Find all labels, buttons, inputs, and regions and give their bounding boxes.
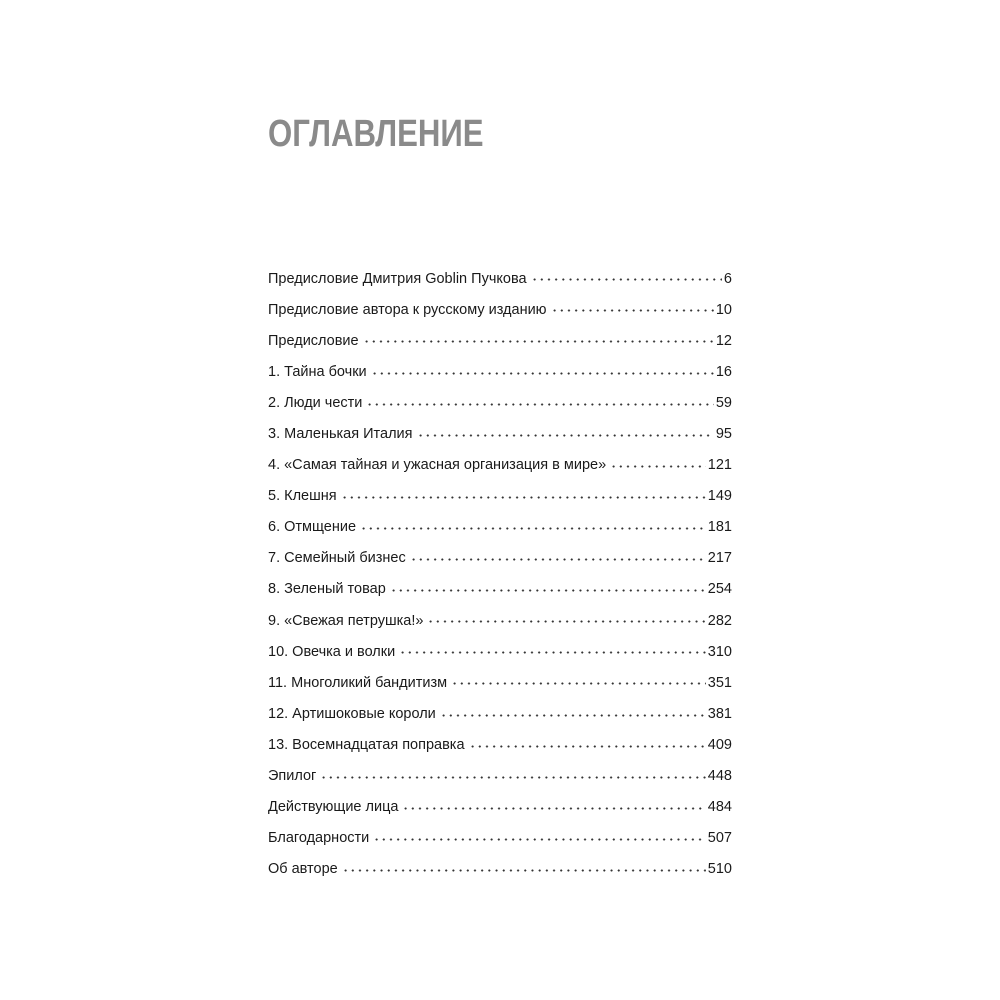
page-title: ОГЛАВЛЕНИЕ <box>268 113 484 155</box>
dot-leader <box>440 705 706 720</box>
toc-entry-page-number: 409 <box>707 736 732 753</box>
toc-entry-page-number: 484 <box>707 799 732 816</box>
toc-entry <box>268 392 732 423</box>
toc-entry-page-number: 121 <box>707 457 732 474</box>
toc-entry-label: 13. Восемнадцатая поправка <box>268 736 465 753</box>
toc-entry-page-number: 217 <box>707 550 732 567</box>
dot-leader <box>410 550 706 565</box>
dot-leader <box>402 799 705 814</box>
toc-entry-label: 11. Многоликий бандитизм <box>268 674 448 691</box>
toc-entry-page-number: 10 <box>715 301 732 318</box>
toc-entry <box>268 455 732 486</box>
toc-entry-label: 10. Овечка и волки <box>268 643 396 660</box>
toc-entry <box>268 641 732 672</box>
toc-entry-page-number: 507 <box>707 830 732 847</box>
toc-entry-label: 4. «Самая тайная и ужасная организация в мире» <box>268 457 607 474</box>
toc-entry <box>268 672 732 703</box>
toc-entry <box>268 361 732 392</box>
toc-entry-label: Предисловие Дмитрия Goblin Пучкова <box>268 270 527 287</box>
toc-entry-label: 6. Отмщение <box>268 519 357 536</box>
toc-entry-page-number: 6 <box>723 270 732 287</box>
toc-entry-page-number: 149 <box>707 488 732 505</box>
toc-entry <box>268 766 732 797</box>
toc-entry <box>268 703 732 734</box>
dot-leader <box>363 332 714 347</box>
toc-entry-page-number: 351 <box>707 674 732 691</box>
toc-entry <box>268 859 732 890</box>
toc-entry-page-number: 59 <box>715 394 732 411</box>
toc-entry-label: 9. «Свежая петрушка!» <box>268 612 424 629</box>
toc-entry <box>268 423 732 454</box>
dot-leader <box>360 519 706 534</box>
dot-leader <box>451 674 706 689</box>
toc-entry-label: 8. Зеленый товар <box>268 581 386 598</box>
toc-entry <box>268 579 732 610</box>
toc-entry-label: Предисловие <box>268 332 359 349</box>
dot-leader <box>551 301 714 316</box>
toc-entry-page-number: 310 <box>707 643 732 660</box>
toc-entry-page-number: 254 <box>707 581 732 598</box>
toc-entry <box>268 610 732 641</box>
toc-entry-page-number: 12 <box>715 332 732 349</box>
toc-entry-label: Эпилог <box>268 768 317 784</box>
toc-entry-label: 2. Люди чести <box>268 394 363 411</box>
dot-leader <box>469 737 706 752</box>
toc-entry <box>268 548 732 579</box>
toc-entry <box>268 486 732 517</box>
toc-entry-label: 1. Тайна бочки <box>268 363 367 380</box>
dot-leader <box>320 768 705 783</box>
toc-entry-label: Предисловие автора к русскому изданию <box>268 301 547 318</box>
dot-leader <box>531 270 722 285</box>
toc-entry <box>268 268 732 299</box>
toc-entry-page-number: 510 <box>707 861 732 878</box>
toc-entry-page-number: 448 <box>707 768 732 784</box>
toc-entry-label: Благодарности <box>268 830 370 847</box>
table-of-contents <box>268 268 732 890</box>
dot-leader <box>427 612 705 627</box>
toc-entry <box>268 734 732 765</box>
toc-entry-page-number: 381 <box>707 705 732 722</box>
toc-entry-label: Действующие лица <box>268 799 399 816</box>
toc-entry-page-number: 181 <box>707 519 732 536</box>
dot-leader <box>390 581 706 596</box>
toc-entry-label: 3. Маленькая Италия <box>268 425 413 442</box>
dot-leader <box>610 457 706 472</box>
toc-entry-page-number: 282 <box>707 612 732 629</box>
toc-entry-page-number: 95 <box>715 425 732 442</box>
toc-entry-label: 12. Артишоковые короли <box>268 705 436 722</box>
toc-entry <box>268 299 732 330</box>
dot-leader <box>371 363 714 378</box>
dot-leader <box>373 830 706 845</box>
dot-leader <box>417 426 714 441</box>
toc-entry <box>268 330 732 361</box>
toc-entry-label: 5. Клешня <box>268 488 337 505</box>
dot-leader <box>342 861 706 876</box>
toc-entry-label: 7. Семейный бизнес <box>268 550 406 567</box>
toc-entry-page-number: 16 <box>715 363 732 380</box>
toc-entry <box>268 517 732 548</box>
toc-entry <box>268 828 732 859</box>
dot-leader <box>366 395 713 410</box>
dot-leader <box>399 643 706 658</box>
toc-entry-label: Об авторе <box>268 861 338 878</box>
dot-leader <box>341 488 706 503</box>
toc-entry <box>268 797 732 828</box>
